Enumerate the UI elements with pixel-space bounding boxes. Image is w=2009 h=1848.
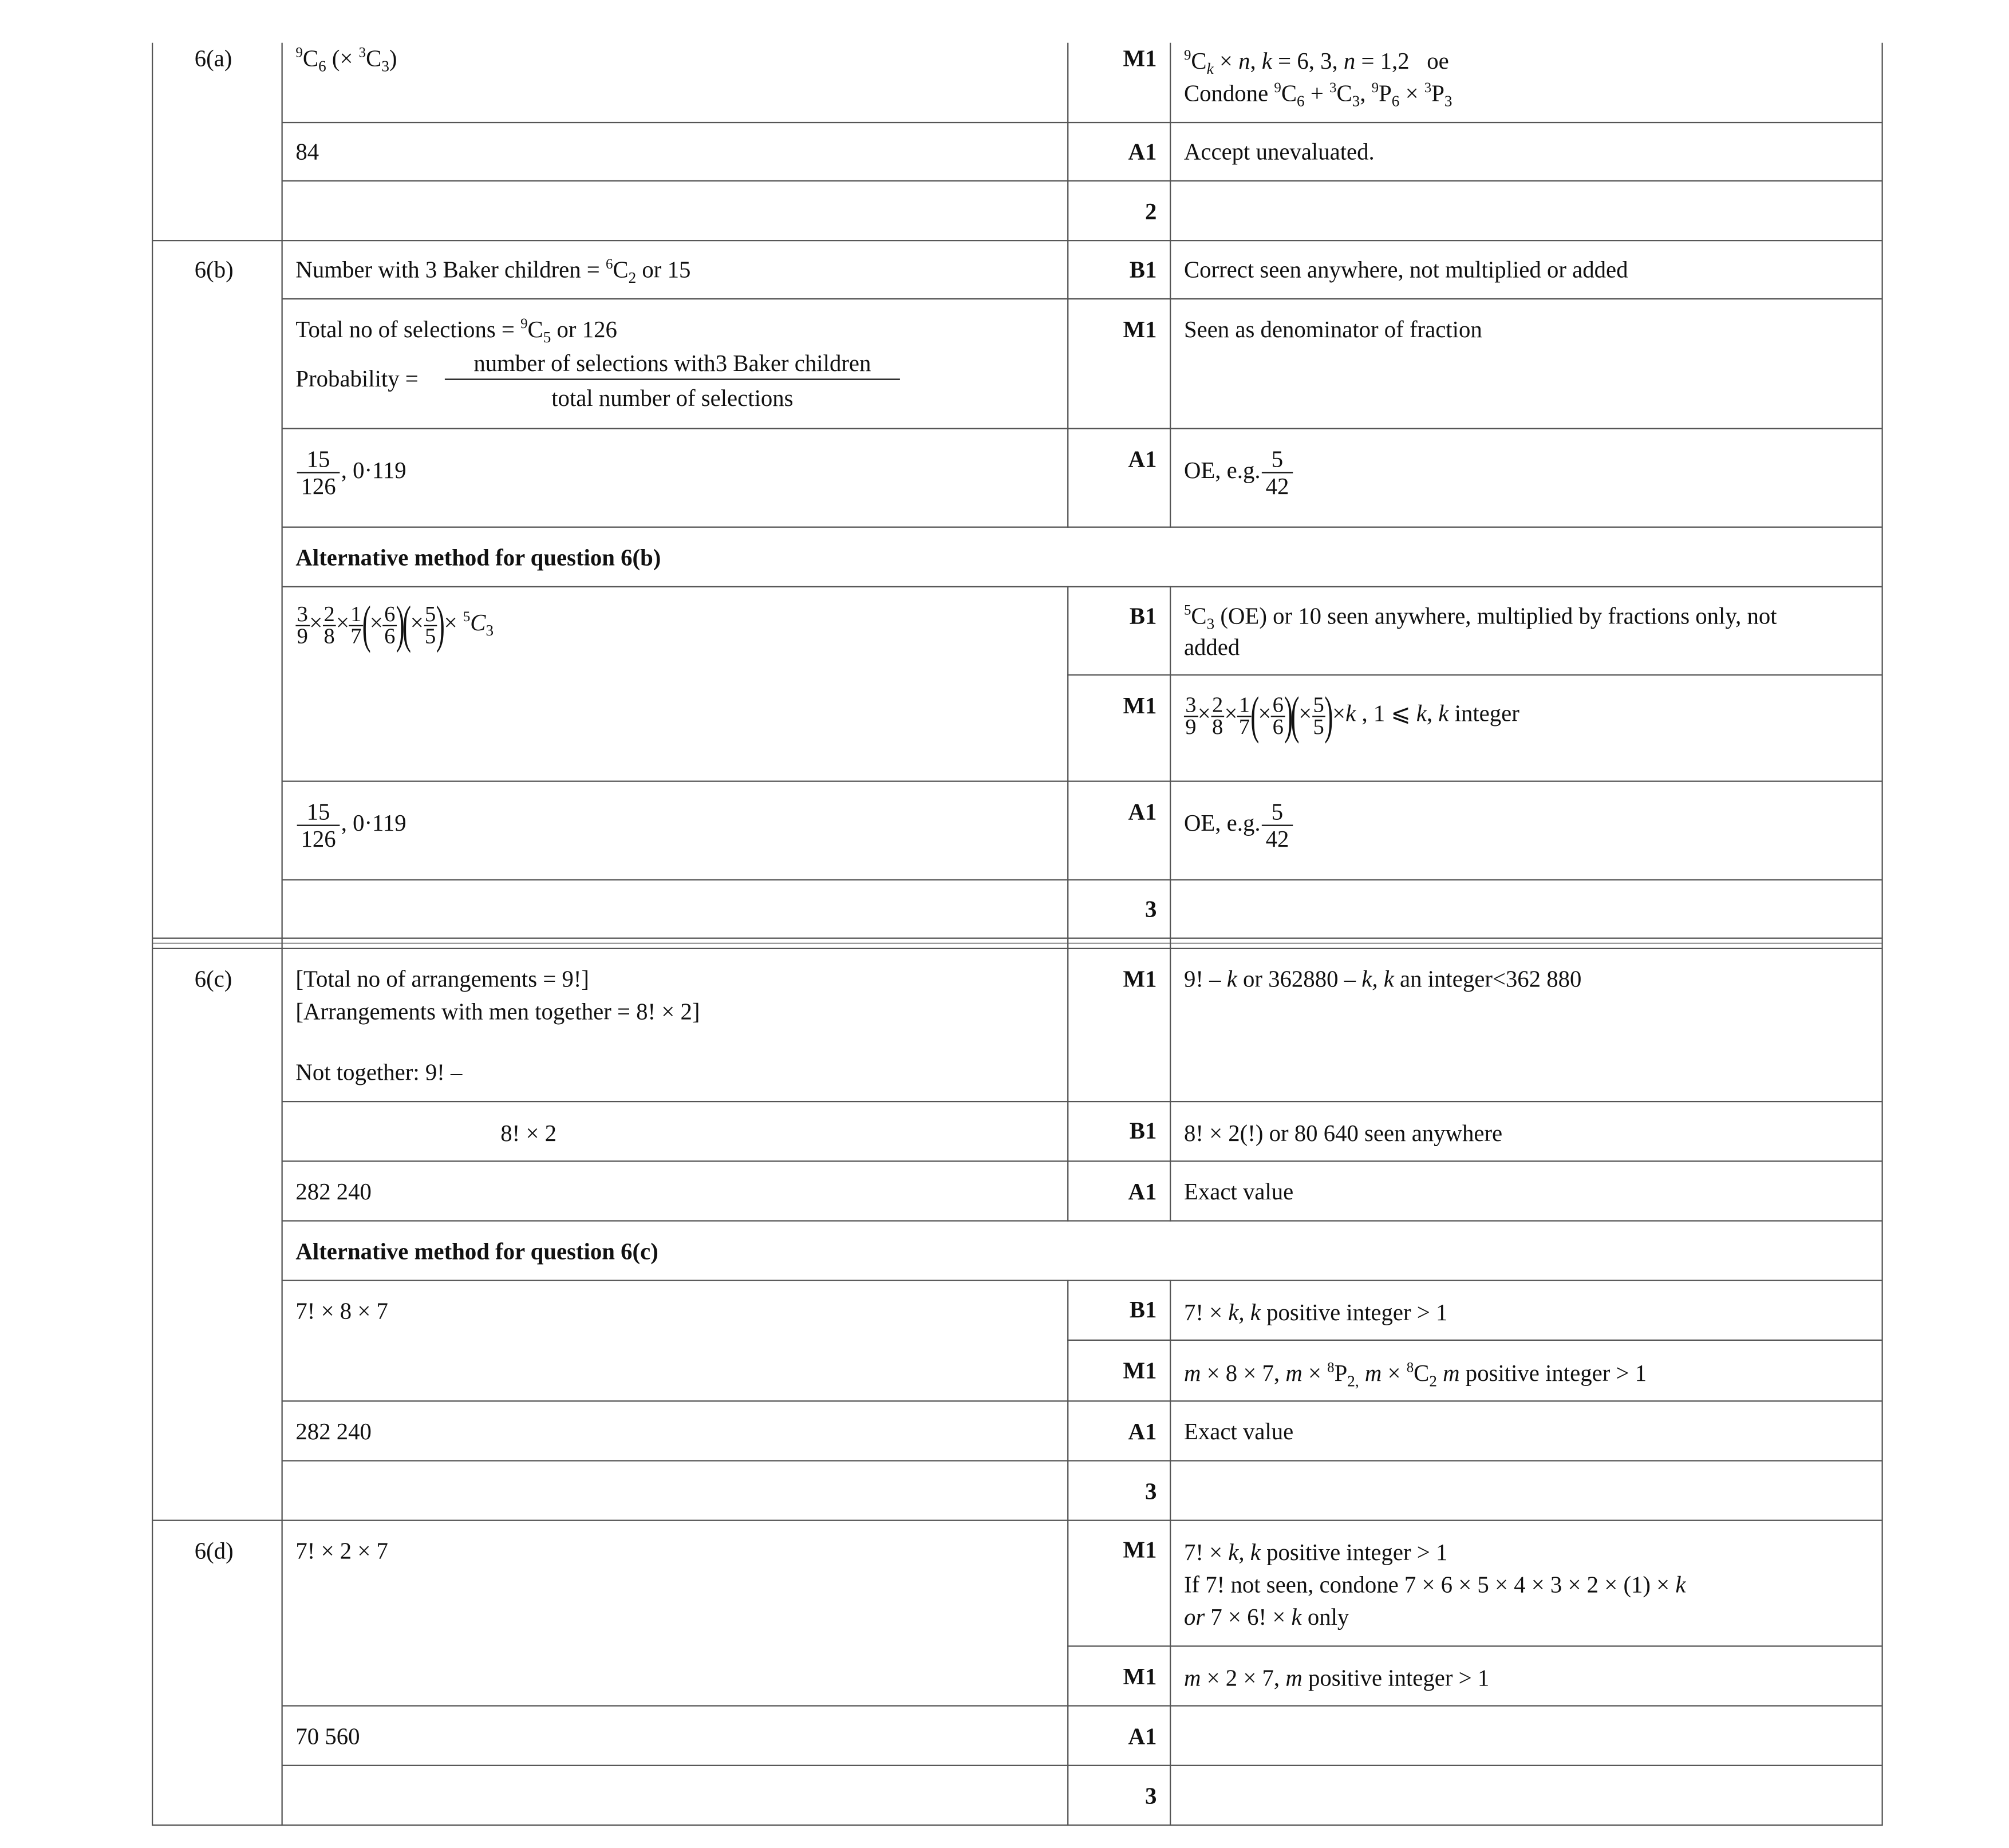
- oe-num: 5: [1262, 446, 1293, 473]
- note-6d-line2: If 7! not seen, condone 7 × 6 × 5 × 4 × 3 × 2 × (1) × k: [1183, 1571, 1686, 1598]
- note-6c-exact: Exact value: [1183, 1178, 1294, 1205]
- answer-6b-result: [295, 446, 406, 499]
- mark-6d-m1-second: M1: [1123, 1663, 1157, 1690]
- alt-oe-text: OE, e.g.: [1183, 810, 1261, 836]
- mark-6a-a1: A1: [1128, 139, 1157, 165]
- mark-6b-b1: B1: [1129, 256, 1157, 283]
- note-6c-b1: 8! × 2(!) or 80 640 seen anywhere: [1183, 1120, 1503, 1147]
- alt-oe-den: 42: [1265, 826, 1289, 852]
- answer-6a-combination: $^9C_6$ (× $^3C_3$): [295, 45, 397, 76]
- answer-6c-line1: [Total no of arrangements = 9!]: [295, 966, 590, 992]
- question-label-6c: 6(c): [194, 966, 232, 992]
- note-6d-line3: or 7 × 6! × k only: [1183, 1604, 1349, 1630]
- note-6b-correct: Correct seen anywhere, not multiplied or added: [1183, 256, 1628, 283]
- note-6b-alt-m1-expr: $\frac{3}{9}$ × $\frac{2}{8}$ × $\frac{1}{7}$ (× $\frac{6}{6}$ )(× $\frac{5}{5}$ )×k , 1 ⩽ k, k integer: [1184, 690, 1519, 742]
- answer-6b-prob-label: Probability =: [295, 365, 419, 392]
- note-6d-line1: 7! × k, k positive integer > 1: [1183, 1539, 1448, 1565]
- mark-6c-alt-b1: B1: [1129, 1297, 1157, 1323]
- prob-denominator: total number of selections: [551, 385, 794, 412]
- oe-text: OE, e.g.: [1183, 457, 1261, 483]
- mark-6a-m1: M1: [1123, 45, 1157, 72]
- answer-6c-value: 282 240: [295, 1178, 372, 1205]
- prob-numerator: number of selections with3 Baker children: [445, 348, 900, 380]
- note-6d-m1-second: m × 2 × 7, m positive integer > 1: [1183, 1665, 1490, 1691]
- mark-6c-m1: M1: [1123, 966, 1157, 992]
- result-decimal: , 0·119: [341, 457, 406, 483]
- alt-6c-value: 282 240: [295, 1418, 372, 1445]
- result-den: 126: [301, 473, 336, 500]
- mark-6d-m1: M1: [1123, 1537, 1157, 1563]
- alt-oe-num: 5: [1262, 799, 1293, 826]
- total-6c: 3: [1144, 1478, 1157, 1505]
- mark-6c-alt-m1: M1: [1123, 1357, 1157, 1384]
- answer-6d: 7! × 2 × 7: [295, 1538, 388, 1564]
- mark-6b-alt-m1: M1: [1123, 692, 1157, 718]
- note-6a-line1: $^9C_k \times n$, k = 6, 3, n = 1,2 oe: [1183, 48, 1449, 78]
- alt-6b-result: [295, 799, 406, 852]
- alt-heading-6c: Alternative method for question 6(c): [295, 1238, 658, 1265]
- alt-heading-6b: Alternative method for question 6(b): [295, 544, 661, 571]
- mark-6b-alt-a1: A1: [1128, 799, 1157, 825]
- answer-6d-value: 70 560: [295, 1723, 360, 1750]
- mark-6d-a1: A1: [1128, 1723, 1157, 1750]
- note-6c-alt-m1: m × 8 × 7, $m \times ^8P_{2,}$ $m \times ^8C_2$ m positive integer > 1: [1183, 1360, 1647, 1391]
- total-6b: 3: [1144, 896, 1157, 922]
- note-6b-alt-line1: $^5C_3$ (OE) or 10 seen anywhere, multiplied by fractions only, not: [1183, 603, 1777, 633]
- mark-6c-b1: B1: [1129, 1118, 1157, 1144]
- answer-6b-total: Total no of selections = $^9C_5$ or 126: [295, 316, 617, 346]
- question-label-6b: 6(b): [194, 256, 234, 283]
- mark-6b-alt-b1: B1: [1129, 603, 1157, 629]
- note-6a-accept: Accept unevaluated.: [1183, 139, 1375, 165]
- alt-result-den: 126: [301, 826, 336, 852]
- alt-result-num: 15: [297, 799, 340, 826]
- result-num: 15: [297, 446, 340, 473]
- answer-6c-line2: [Arrangements with men together = 8! × 2]: [295, 998, 700, 1025]
- note-6c-alt-b1: 7! × k, k positive integer > 1: [1183, 1299, 1448, 1325]
- note-6b-alt-line2: added: [1183, 634, 1240, 660]
- note-6b-oe: [1184, 446, 1294, 499]
- answer-6c-b1: 8! × 2: [500, 1120, 557, 1147]
- mark-6c-alt-a1: A1: [1128, 1418, 1157, 1445]
- alt-result-decimal: , 0·119: [341, 810, 406, 836]
- mark-6b-m1: M1: [1123, 316, 1157, 342]
- total-6d: 3: [1144, 1783, 1157, 1809]
- question-label-6a: 6(a): [194, 45, 232, 72]
- answer-6b-prob-fraction: [445, 348, 900, 416]
- oe-den: 42: [1265, 473, 1289, 500]
- note-6b-alt-oe: [1184, 799, 1294, 852]
- note-6b-denominator: Seen as denominator of fraction: [1183, 316, 1482, 342]
- alt-6c-answer: 7! × 8 × 7: [295, 1298, 388, 1324]
- answer-6b-baker: Number with 3 Baker children = $^6C_2$ or 15: [295, 256, 691, 287]
- note-6a-line2: Condone $^9C_6 + ^3C_3$, $^9P_6 \times ^3P_3$: [1183, 80, 1453, 110]
- note-6c-m1: 9! – k or 362880 – k, k an integer<362 880: [1183, 966, 1582, 992]
- answer-6a-value: 84: [295, 139, 319, 165]
- alt-6b-expression: $\frac{3}{9}$ × $\frac{2}{8}$ × $\frac{1}{7}$ (× $\frac{6}{6}$ )(× $\frac{5}{5}$ )× $^5C_3$: [295, 599, 494, 651]
- answer-6c-line3: Not together: 9! –: [295, 1059, 463, 1085]
- mark-6c-a1: A1: [1128, 1178, 1157, 1205]
- mark-6b-a1: A1: [1128, 446, 1157, 472]
- total-6a: 2: [1144, 198, 1157, 224]
- question-label-6d: 6(d): [194, 1538, 234, 1564]
- note-6c-alt-exact: Exact value: [1183, 1418, 1294, 1445]
